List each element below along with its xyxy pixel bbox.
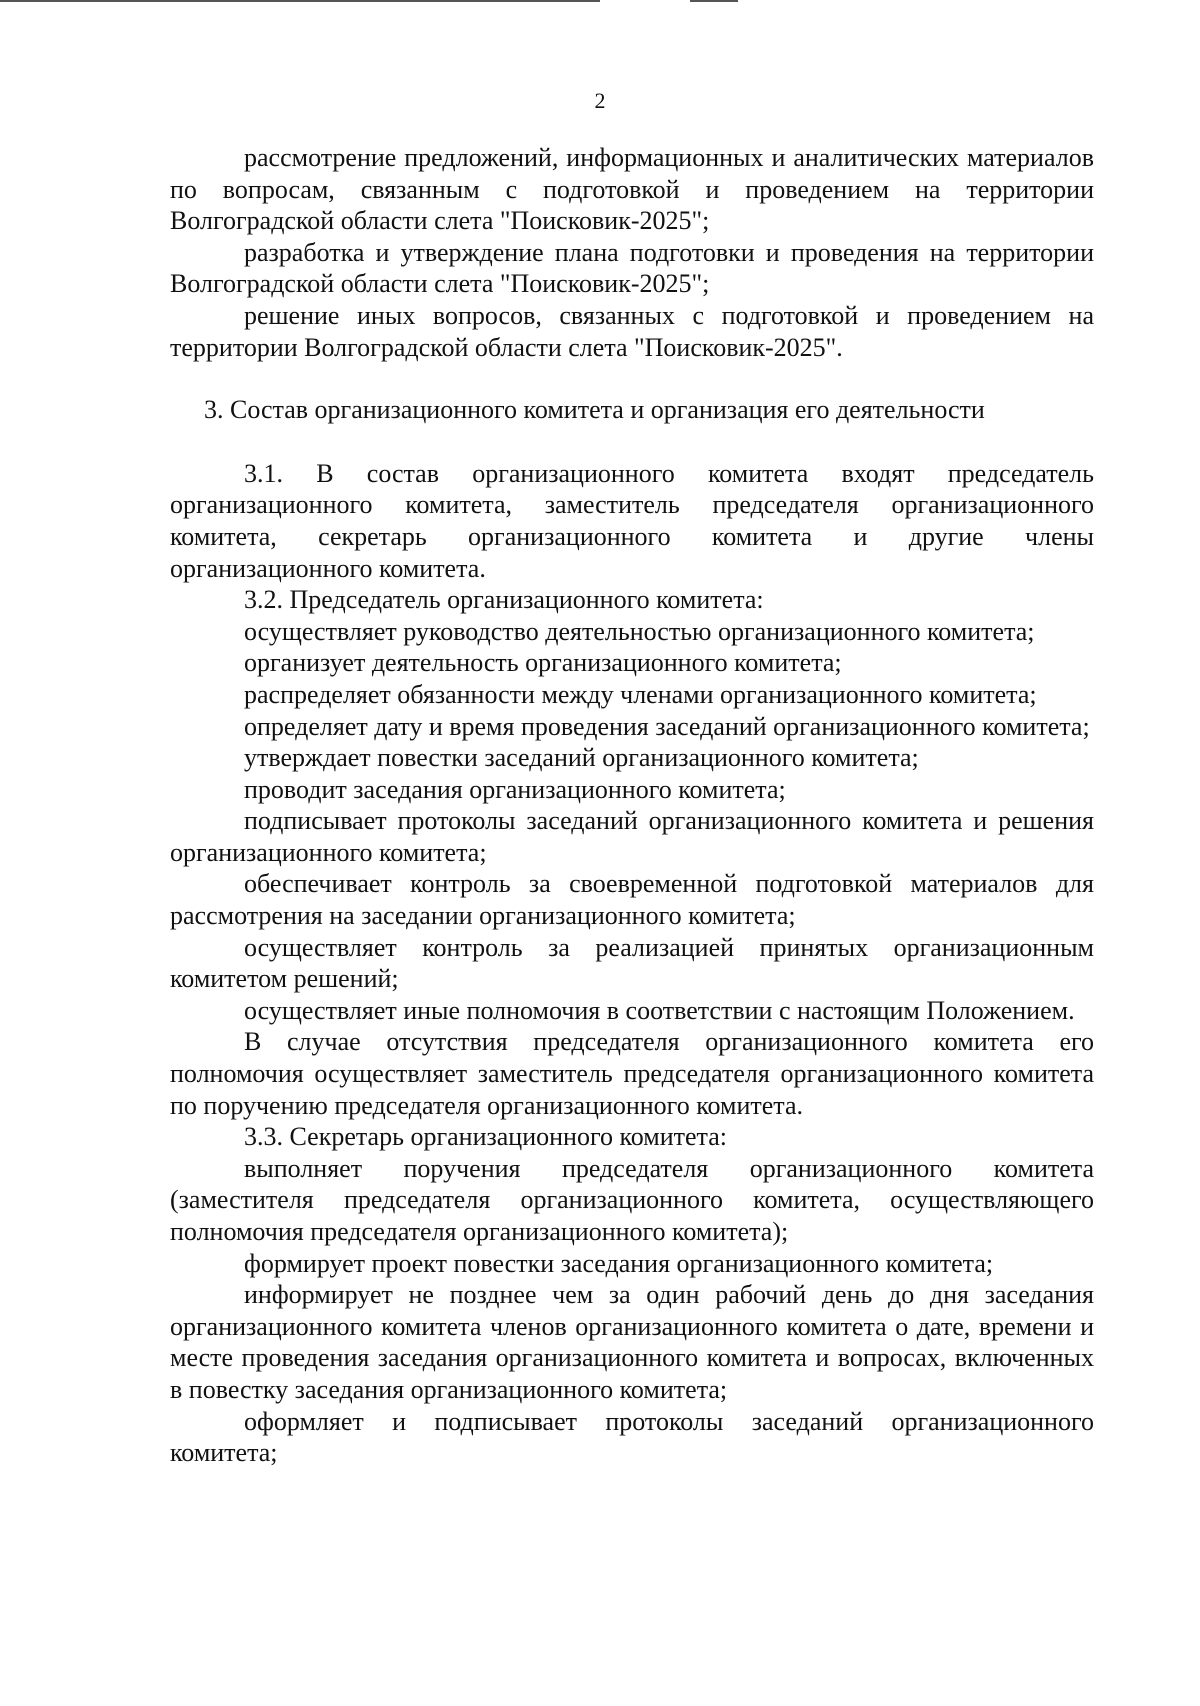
paragraph: рассмотрение предложений, информационных и аналитических материалов по вопросам, связанным с подготовкой и проведением на территории Волгоградской области слета "Поисковик-2025"; [170, 143, 1094, 236]
paragraph: 3.3. Секретарь организационного комитета: [244, 1122, 727, 1152]
paragraph: определяет дату и время проведения заседаний организационного комитета; [244, 711, 1090, 741]
paragraph: подписывает протоколы заседаний организационного комитета и решения организационного комитета; [170, 806, 1094, 867]
paragraph: обеспечивает контроль за своевременной подготовкой материалов для рассмотрения на заседании организационного комитета; [170, 869, 1094, 931]
scan-edge-line [690, 0, 738, 2]
paragraph: оформляет и подписывает протоколы заседаний организационного комитета; [170, 1406, 1094, 1468]
paragraph: выполняет поручения председателя организационного комитета (заместителя председателя организационного комитета, осуществляющего полномочия председателя организационного комитета); [170, 1153, 1094, 1246]
paragraph: 3.1. В состав организационного комитета входят председатель организационного комитета, заместитель председателя организационного комитета, секретарь организационного комитета и другие члены организационного комитета. [170, 458, 1094, 583]
paragraph: распределяет обязанности между членами организационного комитета; [244, 679, 1037, 709]
paragraph: 3.2. Председатель организационного комитета: [244, 585, 764, 615]
paragraph: проводит заседания организационного комитета; [244, 774, 786, 804]
paragraph: В случае отсутствия председателя организационного комитета его полномочия осуществляет заместитель председателя организационного комитета по поручению председателя организационного комитета. [170, 1027, 1094, 1120]
paragraph: утверждает повестки заседаний организационного комитета; [244, 743, 919, 773]
paragraph: осуществляет иные полномочия в соответствии с настоящим Положением. [244, 995, 1075, 1025]
paragraph: осуществляет руководство деятельностью организационного комитета; [244, 616, 1035, 646]
page-number: 2 [594, 88, 606, 113]
paragraph: организует деятельность организационного комитета; [244, 648, 842, 678]
paragraph: осуществляет контроль за реализацией принятых организационным комитетом решений; [170, 932, 1094, 994]
paragraph: информирует не позднее чем за один рабочий день до дня заседания организационного комитета членов организационного комитета о дате, времени и месте проведения заседания организационного комитета и вопросах, включенных в повестку заседания организационного комитета; [170, 1280, 1094, 1404]
paragraph: решение иных вопросов, связанных с подготовкой и проведением на территории Волгоградской области слета "Поисковик-2025". [170, 300, 1094, 362]
scan-edge-line [0, 0, 600, 2]
section-heading: 3. Состав организационного комитета и организация его деятельности [204, 395, 985, 425]
paragraph: формирует проект повестки заседания организационного комитета; [244, 1248, 994, 1278]
document-body [170, 142, 1094, 1469]
paragraph: разработка и утверждение плана подготовки и проведения на территории Волгоградской области слета "Поисковик-2025"; [170, 237, 1094, 299]
